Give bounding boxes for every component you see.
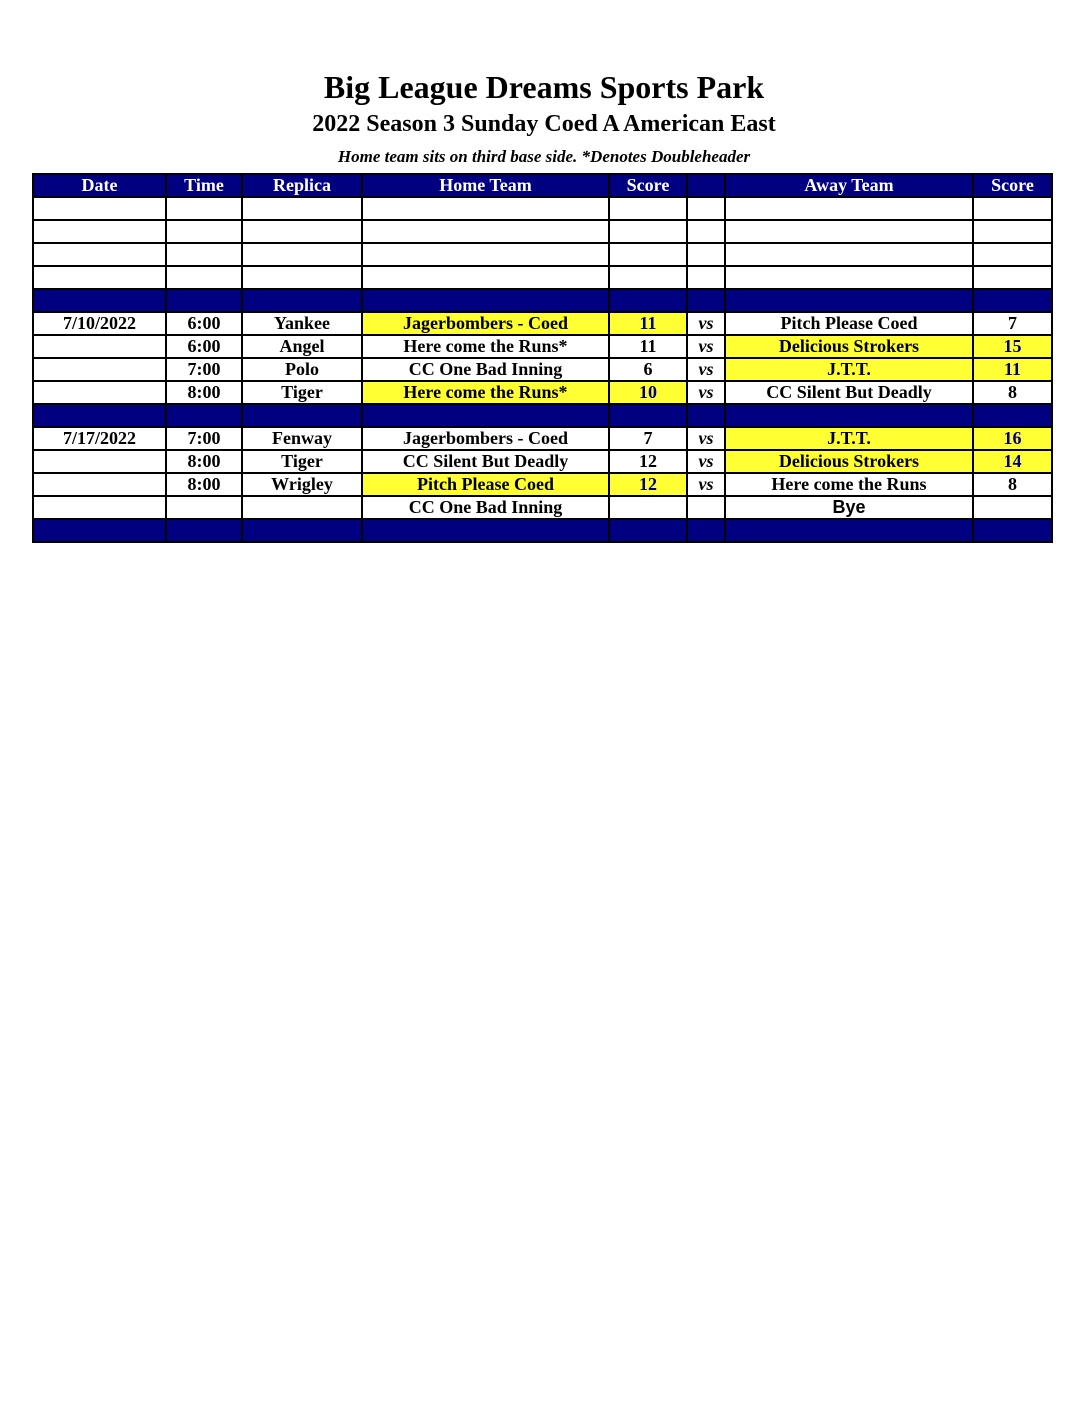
- col-header-vs: [687, 174, 725, 197]
- table-header-row: [33, 174, 1052, 197]
- game-date: [33, 450, 166, 473]
- empty-cell: [973, 266, 1052, 289]
- away-team: CC Silent But Deadly: [725, 381, 973, 404]
- empty-cell: [362, 220, 609, 243]
- away-score: [973, 496, 1052, 519]
- game-replica: Polo: [242, 358, 362, 381]
- home-team: Jagerbombers - Coed: [362, 312, 609, 335]
- game-replica: Tiger: [242, 450, 362, 473]
- away-team: Bye: [725, 496, 973, 519]
- empty-cell: [33, 197, 166, 220]
- away-score: 8: [973, 473, 1052, 496]
- empty-cell: [166, 197, 242, 220]
- separator-cell: [242, 404, 362, 427]
- away-team: Delicious Strokers: [725, 335, 973, 358]
- vs-label: vs: [687, 358, 725, 381]
- empty-cell: [362, 243, 609, 266]
- away-score: 14: [973, 450, 1052, 473]
- game-replica: Tiger: [242, 381, 362, 404]
- away-score: 7: [973, 312, 1052, 335]
- game-date: [33, 335, 166, 358]
- empty-cell: [687, 220, 725, 243]
- empty-cell: [609, 243, 687, 266]
- separator-cell: [687, 404, 725, 427]
- home-score: 12: [609, 450, 687, 473]
- vs-label: vs: [687, 427, 725, 450]
- game-date: [33, 358, 166, 381]
- separator-cell: [725, 289, 973, 312]
- empty-cell: [609, 220, 687, 243]
- empty-cell: [687, 266, 725, 289]
- game-date: [33, 496, 166, 519]
- col-header-home-score: Score: [609, 174, 687, 197]
- empty-cell: [362, 197, 609, 220]
- home-team: CC Silent But Deadly: [362, 450, 609, 473]
- game-date: 7/17/2022: [33, 427, 166, 450]
- separator-cell: [725, 404, 973, 427]
- empty-cell: [362, 266, 609, 289]
- game-time: 7:00: [166, 427, 242, 450]
- page-title: Big League Dreams Sports Park: [323, 69, 765, 105]
- game-row: [33, 335, 1052, 358]
- empty-cell: [166, 266, 242, 289]
- separator-cell: [166, 519, 242, 542]
- game-time: 6:00: [166, 312, 242, 335]
- empty-cell: [609, 197, 687, 220]
- home-team: Here come the Runs*: [362, 381, 609, 404]
- separator-row: [33, 404, 1052, 427]
- game-time: 6:00: [166, 335, 242, 358]
- home-team: CC One Bad Inning: [362, 358, 609, 381]
- home-team: CC One Bad Inning: [362, 496, 609, 519]
- game-replica: Angel: [242, 335, 362, 358]
- empty-cell: [725, 220, 973, 243]
- home-score: 11: [609, 312, 687, 335]
- separator-cell: [973, 404, 1052, 427]
- home-score: 6: [609, 358, 687, 381]
- empty-cell: [725, 197, 973, 220]
- separator-cell: [609, 404, 687, 427]
- game-time: 7:00: [166, 358, 242, 381]
- game-date: [33, 473, 166, 496]
- col-header-date: Date: [33, 174, 166, 197]
- empty-cell: [973, 197, 1052, 220]
- col-header-away-score: Score: [973, 174, 1052, 197]
- separator-cell: [609, 289, 687, 312]
- schedule-note: Home team sits on third base side. *Denotes Doubleheader: [337, 147, 751, 166]
- away-score: 8: [973, 381, 1052, 404]
- empty-cell: [687, 197, 725, 220]
- home-score: 11: [609, 335, 687, 358]
- game-time: [166, 496, 242, 519]
- game-row: [33, 427, 1052, 450]
- away-score: 16: [973, 427, 1052, 450]
- game-time: 8:00: [166, 381, 242, 404]
- game-replica: Fenway: [242, 427, 362, 450]
- empty-cell: [242, 266, 362, 289]
- empty-cell: [725, 243, 973, 266]
- game-replica: [242, 496, 362, 519]
- home-score: 12: [609, 473, 687, 496]
- game-replica: Wrigley: [242, 473, 362, 496]
- empty-row: [33, 243, 1052, 266]
- separator-row: [33, 519, 1052, 542]
- game-date: [33, 381, 166, 404]
- separator-cell: [687, 519, 725, 542]
- empty-cell: [33, 220, 166, 243]
- separator-cell: [166, 404, 242, 427]
- empty-cell: [166, 220, 242, 243]
- vs-label: vs: [687, 335, 725, 358]
- page-subtitle: 2022 Season 3 Sunday Coed A American East: [312, 111, 776, 137]
- empty-cell: [609, 266, 687, 289]
- away-team: J.T.T.: [725, 358, 973, 381]
- away-score: 11: [973, 358, 1052, 381]
- away-team: J.T.T.: [725, 427, 973, 450]
- away-team: Delicious Strokers: [725, 450, 973, 473]
- separator-cell: [609, 519, 687, 542]
- game-row: [33, 496, 1052, 519]
- empty-cell: [33, 266, 166, 289]
- vs-label: vs: [687, 312, 725, 335]
- empty-row: [33, 266, 1052, 289]
- home-score: 7: [609, 427, 687, 450]
- separator-cell: [973, 519, 1052, 542]
- vs-label: vs: [687, 381, 725, 404]
- game-time: 8:00: [166, 450, 242, 473]
- separator-cell: [33, 404, 166, 427]
- empty-cell: [973, 243, 1052, 266]
- separator-cell: [33, 289, 166, 312]
- game-date: 7/10/2022: [33, 312, 166, 335]
- empty-cell: [973, 220, 1052, 243]
- separator-cell: [973, 289, 1052, 312]
- separator-cell: [362, 289, 609, 312]
- vs-label: vs: [687, 473, 725, 496]
- schedule-table: [32, 173, 1053, 543]
- home-score: [609, 496, 687, 519]
- game-row: [33, 358, 1052, 381]
- empty-cell: [725, 266, 973, 289]
- separator-cell: [33, 519, 166, 542]
- separator-cell: [687, 289, 725, 312]
- empty-cell: [242, 220, 362, 243]
- col-header-replica: Replica: [242, 174, 362, 197]
- separator-cell: [362, 519, 609, 542]
- separator-cell: [362, 404, 609, 427]
- empty-cell: [33, 243, 166, 266]
- separator-cell: [725, 519, 973, 542]
- game-row: [33, 450, 1052, 473]
- away-team: Here come the Runs: [725, 473, 973, 496]
- col-header-away-team: Away Team: [725, 174, 973, 197]
- home-team: Pitch Please Coed: [362, 473, 609, 496]
- empty-row: [33, 220, 1052, 243]
- home-team: Here come the Runs*: [362, 335, 609, 358]
- empty-cell: [242, 197, 362, 220]
- empty-cell: [166, 243, 242, 266]
- col-header-home-team: Home Team: [362, 174, 609, 197]
- game-replica: Yankee: [242, 312, 362, 335]
- separator-cell: [242, 519, 362, 542]
- game-row: [33, 312, 1052, 335]
- col-header-time: Time: [166, 174, 242, 197]
- empty-cell: [242, 243, 362, 266]
- separator-row: [33, 289, 1052, 312]
- separator-cell: [166, 289, 242, 312]
- game-row: [33, 381, 1052, 404]
- away-score: 15: [973, 335, 1052, 358]
- vs-label: [687, 496, 725, 519]
- empty-row: [33, 197, 1052, 220]
- home-score: 10: [609, 381, 687, 404]
- game-row: [33, 473, 1052, 496]
- vs-label: vs: [687, 450, 725, 473]
- empty-cell: [687, 243, 725, 266]
- away-team: Pitch Please Coed: [725, 312, 973, 335]
- home-team: Jagerbombers - Coed: [362, 427, 609, 450]
- game-time: 8:00: [166, 473, 242, 496]
- separator-cell: [242, 289, 362, 312]
